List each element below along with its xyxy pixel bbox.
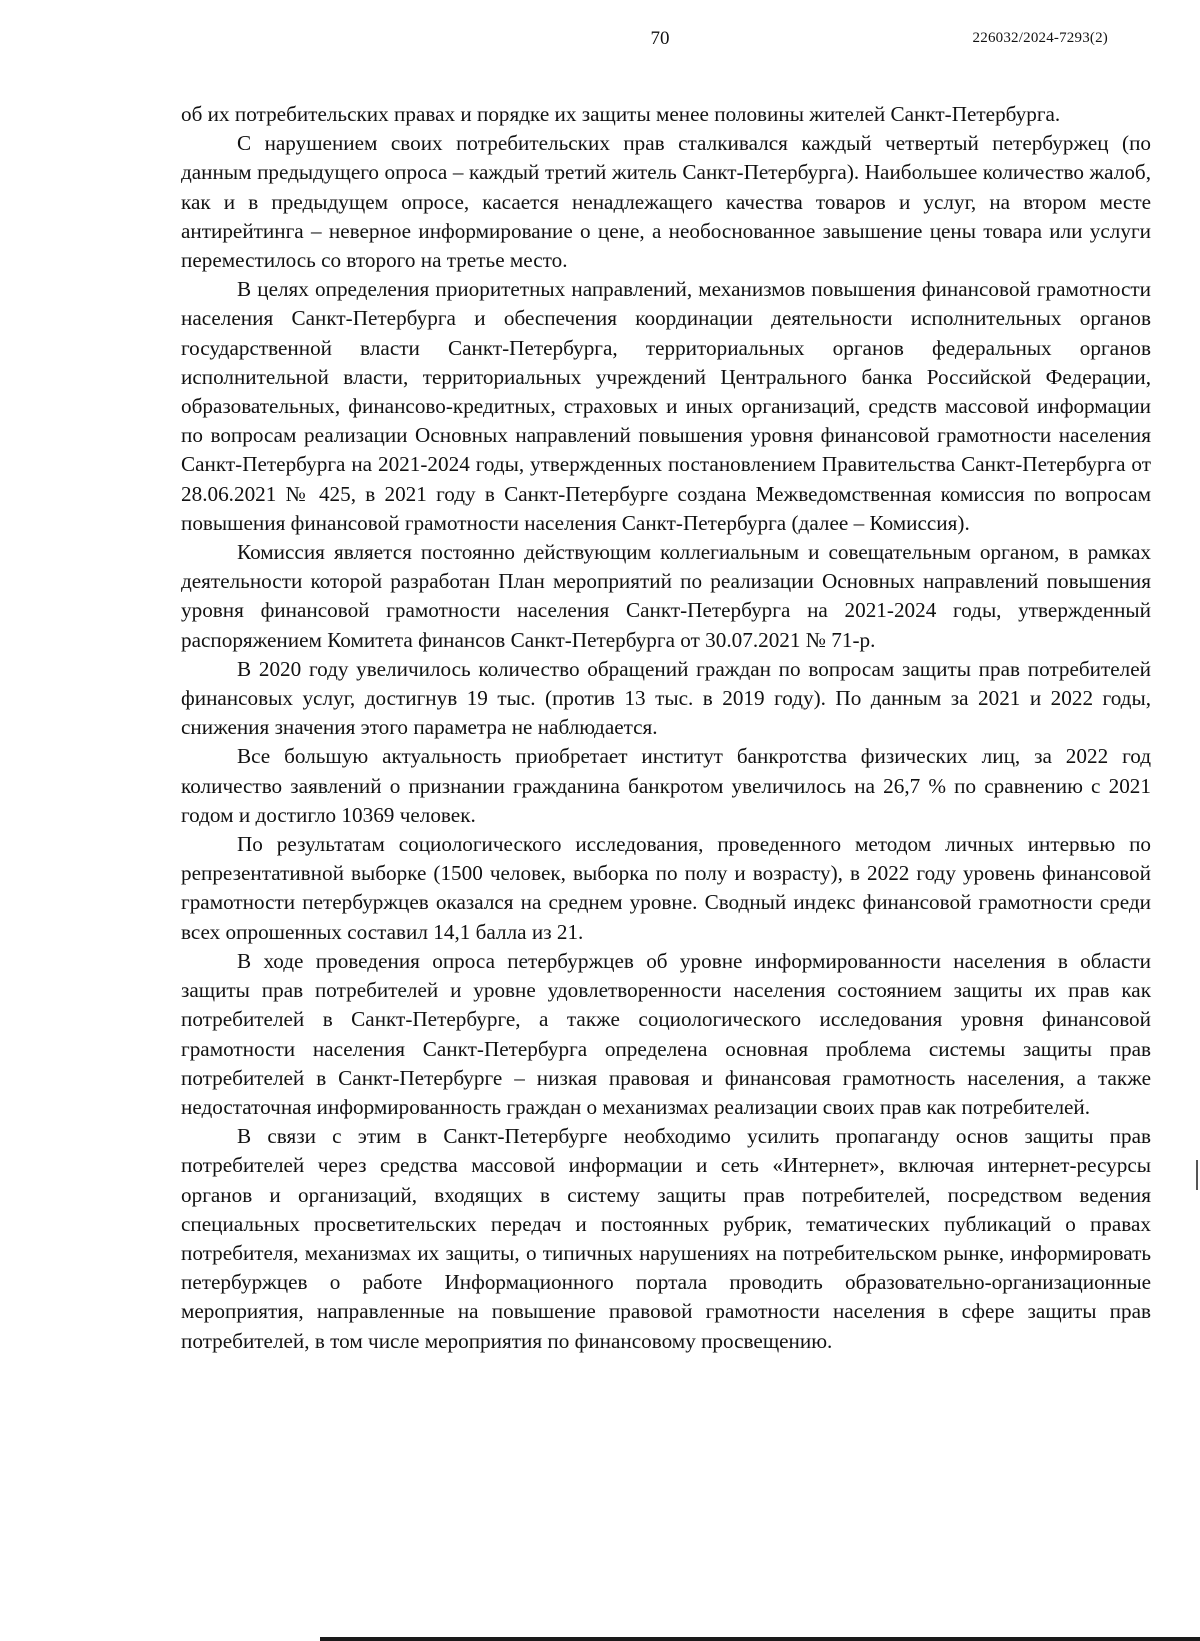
paragraph-continuation: об их потребительских правах и порядке их защиты менее половины жителей Санкт-Петербурга. bbox=[181, 102, 1061, 126]
document-registration-code: 226032/2024-7293(2) bbox=[972, 30, 1108, 46]
scan-bottom-edge bbox=[320, 1637, 1200, 1641]
document-body bbox=[181, 100, 1151, 1356]
paragraph-sociological-study: По результатам социологического исследования, проведенного методом личных интервью по репрезентативной выборке (1500 человек, выборка по полу и возрасту), в 2022 году уровень финансовой грамотности петербуржцев оказался на среднем уровне. Сводный индекс финансовой грамотности среди всех опрошенных составил 14,1 балла из 21. bbox=[181, 832, 1151, 944]
scan-edge-mark bbox=[1196, 1160, 1198, 1190]
page-number: 70 bbox=[650, 28, 670, 49]
paragraph-bankruptcy: Все большую актуальность приобретает институт банкротства физических лиц, за 2022 год количество заявлений о признании гражданина банкротом увеличилось на 26,7 % по сравнению с 2021 годом и достигло 10369 человек. bbox=[181, 744, 1151, 827]
paragraph-commission-creation: В целях определения приоритетных направлений, механизмов повышения финансовой грамотности населения Санкт-Петербурга и обеспечения координации деятельности исполнительных органов государственной власти Санкт-Петербурга, территориальных органов федеральных органов исполнительной власти, территориальных учреждений Центрального банка Российской Федерации, образовательных, финансово-кредитных, страховых и иных организаций, средств массовой информации по вопросам реализации Основных направлений повышения уровня финансовой грамотности населения Санкт-Петербурга на 2021-2024 годы, утвержденных постановлением Правительства Санкт-Петербурга от 28.06.2021 № 425, в 2021 году в Санкт-Петербурге создана Межведомственная комиссия по вопросам повышения финансовой грамотности населения Санкт-Петербурга (далее – Комиссия). bbox=[181, 277, 1151, 535]
paragraph-consumer-violations: С нарушением своих потребительских прав сталкивался каждый четвертый петербуржец (по данным предыдущего опроса – каждый третий житель Санкт-Петербурга). Наибольшее количество жалоб, как и в предыдущем опросе, касается ненадлежащего качества товаров и услуг, на втором месте антирейтинга – неверное информирование о цене, а необоснованное завышение цены товара или услуги переместилось со второго на третье место. bbox=[181, 131, 1151, 273]
paragraph-commission-plan: Комиссия является постоянно действующим коллегиальным и совещательным органом, в рамках деятельности которой разработан План мероприятий по реализации Основных направлений повышения уровня финансовой грамотности населения Санкт-Петербурга на 2021-2024 годы, утвержденный распоряжением Комитета финансов Санкт-Петербурга от 30.07.2021 № 71-р. bbox=[181, 540, 1151, 652]
paragraph-main-problem: В ходе проведения опроса петербуржцев об уровне информированности населения в области защиты прав потребителей и уровне удовлетворенности населения состоянием защиты их прав как потребителей в Санкт-Петербурге, а также социологического исследования уровня финансовой грамотности населения Санкт-Петербурга определена основная проблема системы защиты прав потребителей в Санкт-Петербурге – низкая правовая и финансовая грамотность населения, а также недостаточная информированность граждан о механизмах реализации своих прав как потребителей. bbox=[181, 948, 1151, 1119]
paragraph-propaganda-measures: В связи с этим в Санкт-Петербурге необходимо усилить пропаганду основ защиты прав потребителей через средства массовой информации и сеть «Интернет», включая интернет-ресурсы органов и организаций, входящих в систему защиты прав потребителей, посредством ведения специальных просветительских передач и постоянных рубрик, тематических публикаций о правах потребителя, механизмах их защиты, о типичных нарушениях на потребительском рынке, информировать петербуржцев о работе Информационного портала проводить образовательно-организационные мероприятия, направленные на повышение правовой грамотности населения в сфере защиты прав потребителей, в том числе мероприятия по финансовому просвещению. bbox=[181, 1124, 1151, 1353]
paragraph-financial-appeals: В 2020 году увеличилось количество обращений граждан по вопросам защиты прав потребителей финансовых услуг, достигнув 19 тыс. (против 13 тыс. в 2019 году). По данным за 2021 и 2022 годы, снижения значения этого параметра не наблюдается. bbox=[181, 656, 1151, 740]
